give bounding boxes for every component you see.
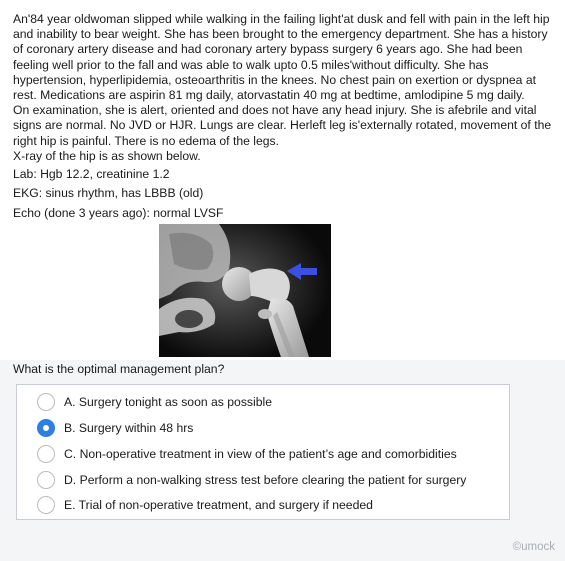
stem-line: right hip is painful. There is no edema of the legs.	[13, 133, 280, 148]
case-stem	[13, 12, 553, 164]
radio-button[interactable]	[37, 445, 55, 463]
radio-button[interactable]	[37, 471, 55, 489]
stem-line: rest. Medications are aspirin 81 mg daily, atorvastatin 40 mg at bedtime, amlodipine 5 mg daily.	[13, 88, 525, 103]
option-label: B. Surgery within 48 hrs	[64, 421, 194, 435]
answer-options	[16, 384, 510, 520]
lab-results: Lab: Hgb 12.2, creatinine 1.2	[13, 167, 170, 181]
option-label: A. Surgery tonight as soon as possible	[64, 395, 272, 409]
stem-line: and inability to bear weight. She has been brought to the emergency department. She has a history	[13, 27, 548, 42]
option-b[interactable]	[37, 417, 193, 439]
radio-button-selected[interactable]	[37, 419, 55, 437]
question-text: What is the optimal management plan?	[13, 362, 225, 376]
ekg-result: EKG: sinus rhythm, has LBBB (old)	[13, 186, 204, 200]
option-a[interactable]	[37, 391, 272, 413]
stem-line: X-ray of the hip is as shown below.	[13, 148, 201, 163]
radio-button[interactable]	[37, 496, 55, 514]
option-label: E. Trial of non-operative treatment, and surgery if needed	[64, 498, 373, 512]
stem-line: An'84 year oldwoman slipped while walking in the failing light'at dusk and fell with pain in the left hip	[13, 12, 550, 26]
option-e[interactable]	[37, 494, 373, 516]
hip-xray-image	[159, 224, 331, 357]
stem-line: feeling well prior to the fall and was able to walk upto 0.5 miles'without difficulty. She has	[13, 57, 489, 72]
stem-line: of coronary artery disease and had coronary artery bypass surgery 6 years ago. She had been	[13, 42, 523, 57]
radio-button[interactable]	[37, 393, 55, 411]
stem-line: hypertension, hyperlipidemia, osteoarthritis in the knees. No chest pain on exertion or dyspnea at	[13, 72, 537, 87]
echo-result: Echo (done 3 years ago): normal LVSF	[13, 206, 224, 220]
xray-graphic	[159, 224, 331, 357]
option-d[interactable]	[37, 469, 466, 491]
stem-line: On examination, she is alert, oriented and does not have any head injury. She is afebrile and vital	[13, 103, 537, 118]
option-label: C. Non-operative treatment in view of the patient’s age and comorbidities	[64, 447, 457, 461]
option-c[interactable]	[37, 443, 457, 465]
stem-line: signs are normal. No JVD or HJR. Lungs are clear. Herleft leg is'externally rotated, movement of the	[13, 118, 552, 133]
watermark: ©umock	[512, 541, 555, 553]
option-label: D. Perform a non-walking stress test before clearing the patient for surgery	[64, 473, 467, 487]
